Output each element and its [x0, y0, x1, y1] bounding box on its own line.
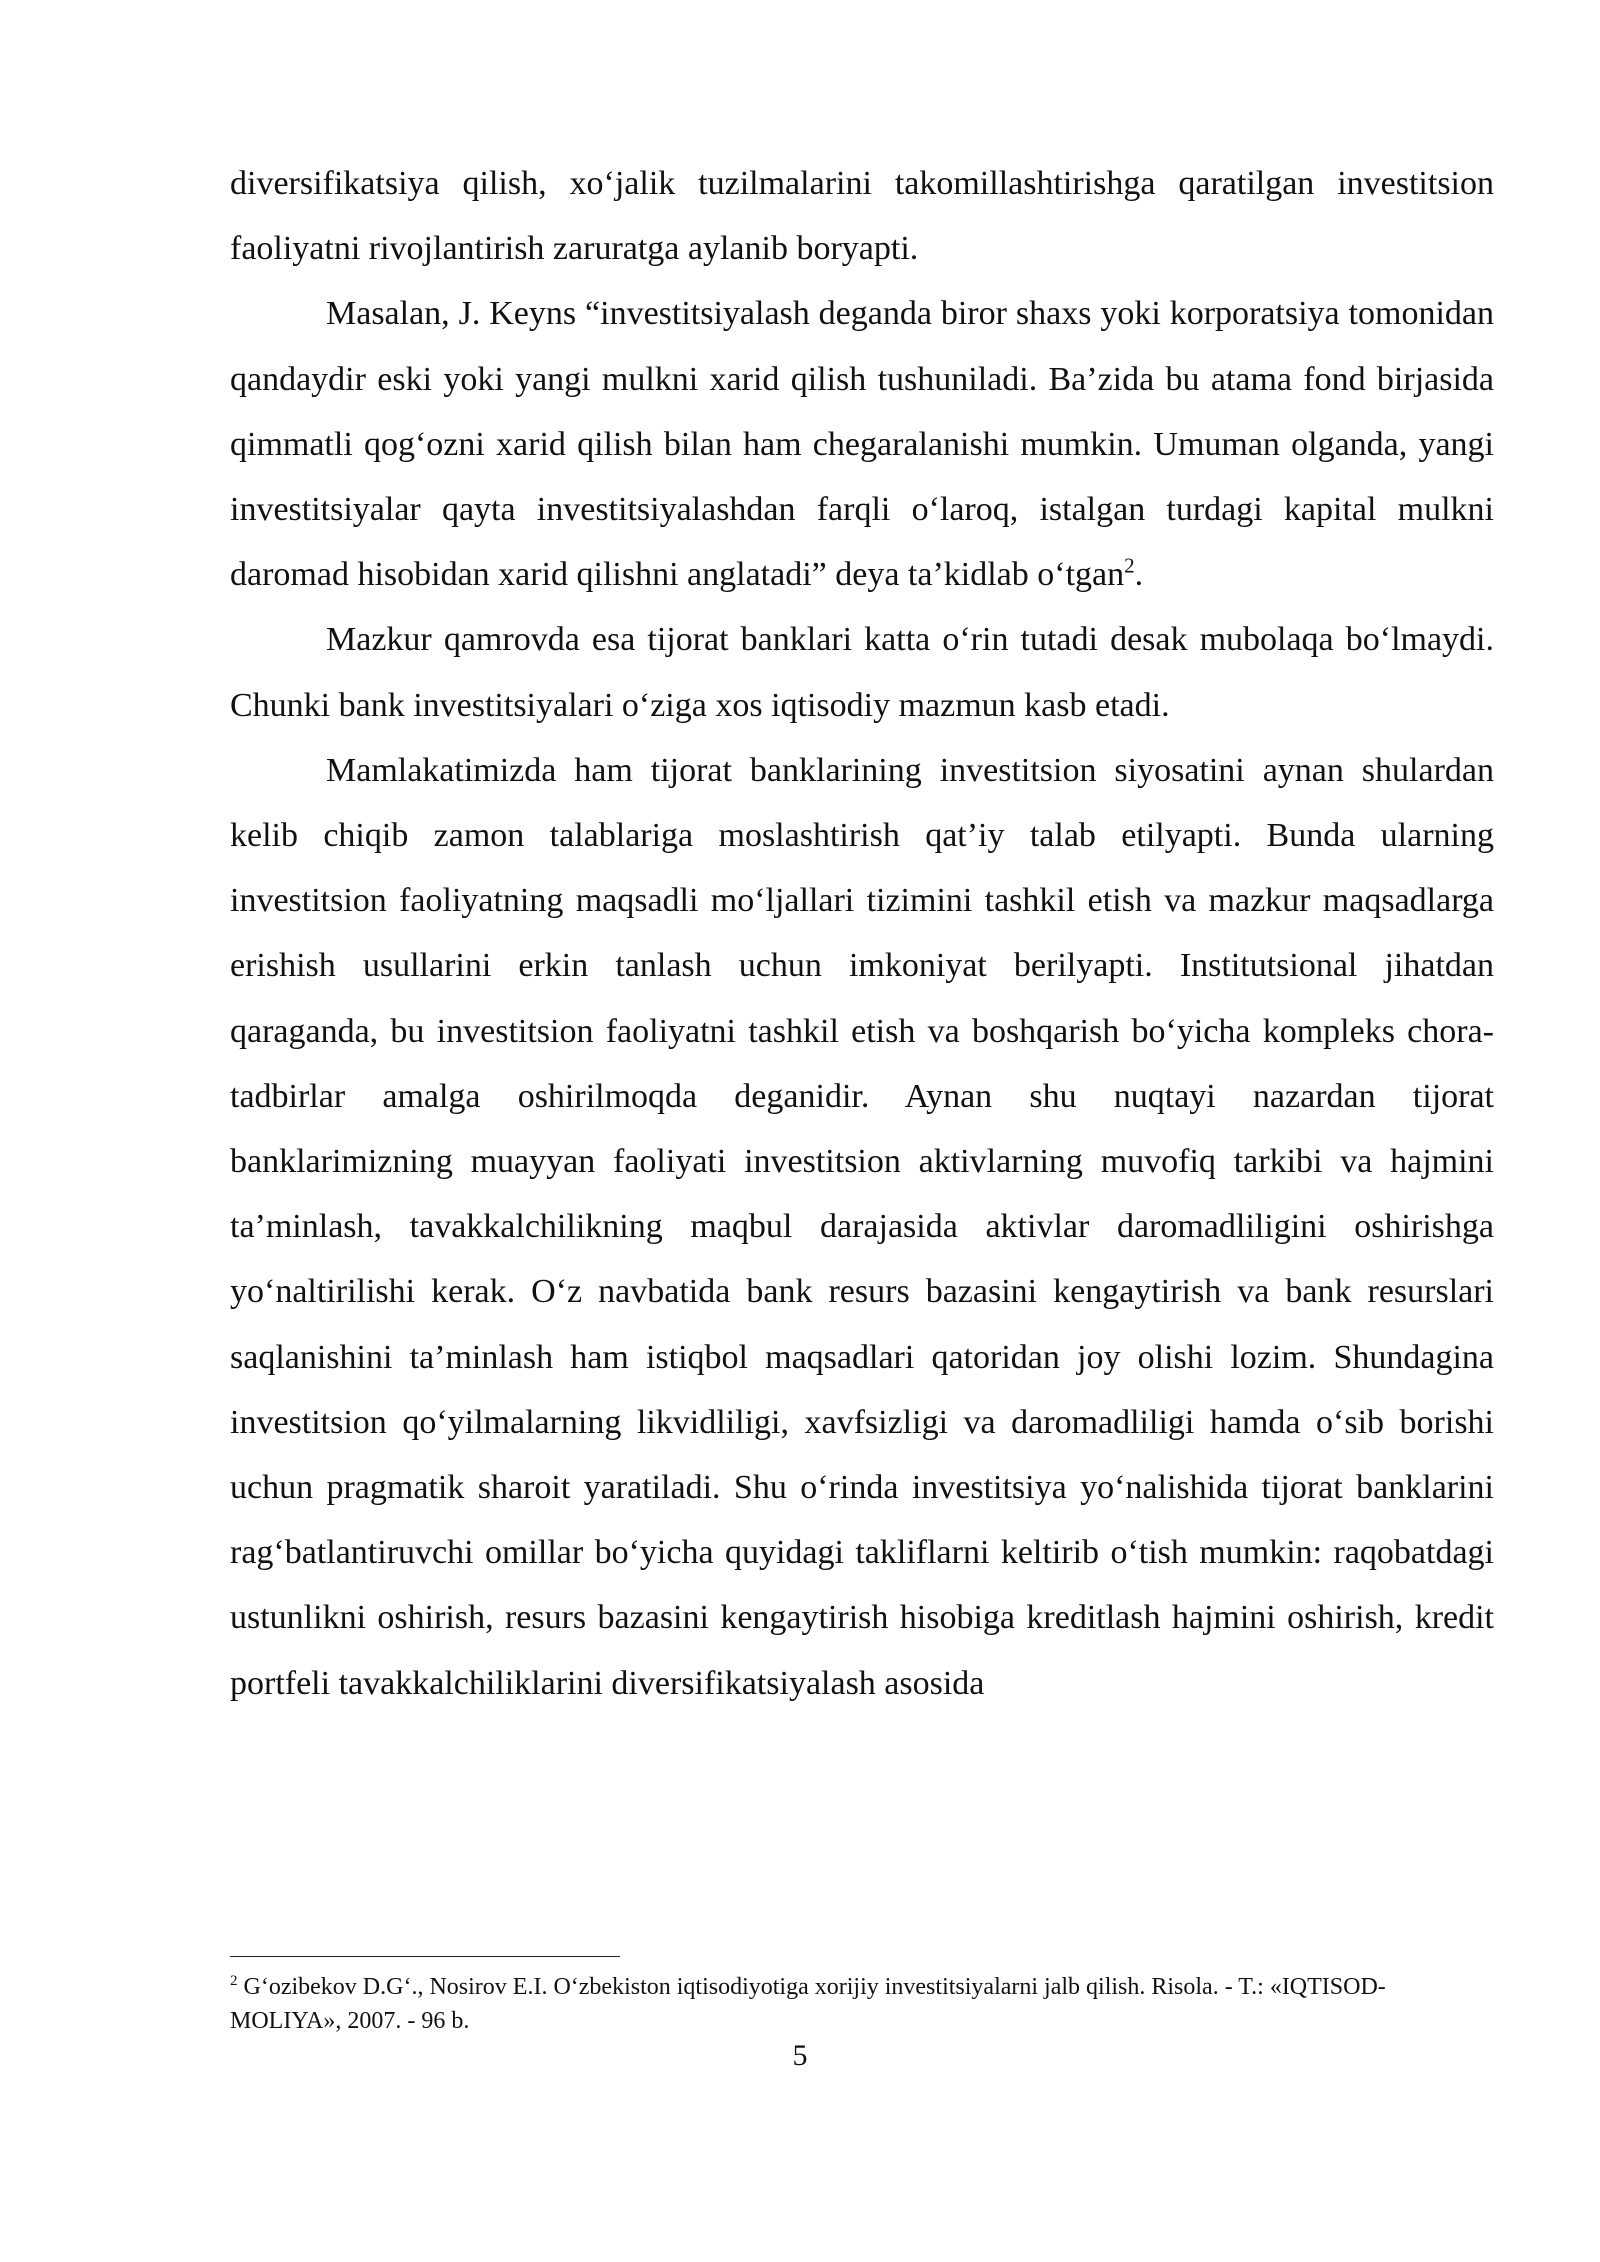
- paragraph-2-text: Masalan, J. Keyns “investitsiyalash deganda biror shaxs yoki korporatsiya tomonidan qandaydir eski yoki yangi mulkni xarid qilish tushuniladi. Ba’zida bu atama fond birjasida qimmatli qog‘ozni xarid qilish bilan ham chegaralanishi mumkin. Umuman olganda, yangi investitsiyalar qayta investitsiyalashdan farqli o‘laroq, istalgan turdagi kapital mulkni daromad hisobidan xarid qilishni anglatadi” deya ta’kidlab o‘tgan: [230, 295, 1494, 594]
- footnote-divider: [230, 1956, 620, 1957]
- paragraph-2: [230, 281, 1494, 607]
- paragraph-4: Mamlakatimizda ham tijorat banklarining investitsion siyosatini aynan shulardan kelib chiqib zamon talablariga moslashtirish qat’iy talab etilyapti. Bunda ularning investitsion faoliyatning maqsadli mo‘ljallari tizimini tashkil etish va mazkur maqsadlarga erishish usullarini erkin tanlash uchun imkoniyat berilyapti. Institutsional jihatdan qaraganda, bu investitsion faoliyatni tashkil etish va boshqarish bo‘yicha kompleks chora-tadbirlar amalga oshirilmoqda deganidir. Aynan shu nuqtayi nazardan tijorat banklarimizning muayyan faoliyati investitsion aktivlarning muvofiq tarkibi va hajmini ta’minlash, tavakkalchilikning maqbul darajasida aktivlar daromadliligini oshirishga yo‘naltirilishi kerak. O‘z navbatida bank resurs bazasini kengaytirish va bank resurslari saqlanishini ta’minlash ham istiqbol maqsadlari qatoridan joy olishi lozim. Shundagina investitsion qo‘yilmalarning likvidliligi, xavfsizligi va daromadliligi hamda o‘sib borishi uchun pragmatik sharoit yaratiladi. Shu o‘rinda investitsiya yo‘nalishida tijorat banklarini rag‘batlantiruvchi omillar bo‘yicha quyidagi takliflarni keltirib o‘tish mumkin: raqobatdagi ustunlikni oshirish, resurs bazasini kengaytirish hisobiga kreditlash hajmini oshirish, kredit portfeli tavakkalchiliklarini diversifikatsiyalash asosida: [230, 751, 1494, 1702]
- paragraph-1: diversifikatsiya qilish, xo‘jalik tuzilmalarini takomillashtirishga qaratilgan investitsion faoliyatni rivojlantirish zaruratga aylanib boryapti.: [230, 165, 1494, 268]
- footnote: [230, 1970, 1494, 2038]
- paragraph-2-end: .: [1134, 556, 1144, 594]
- footnote-text: G‘ozibekov D.G‘., Nosirov E.I. O‘zbekiston iqtisodiyotiga xorijiy investitsiyalarni jalb qilish. Risola. - T.: «IQTISOD-MOLIYA», 2007. - 96 b.: [230, 1974, 1386, 2034]
- footnote-reference: 2: [1124, 553, 1135, 578]
- paragraph-3: Mazkur qamrovda esa tijorat banklari katta o‘rin tutadi desak mubolaqa bo‘lmaydi. Chunki bank investitsiyalari o‘ziga xos iqtisodiy mazmun kasb etadi.: [230, 621, 1494, 724]
- body-text: [230, 151, 1494, 1716]
- page-number: 5: [792, 2039, 808, 2072]
- footnote-number: 2: [230, 1973, 238, 1989]
